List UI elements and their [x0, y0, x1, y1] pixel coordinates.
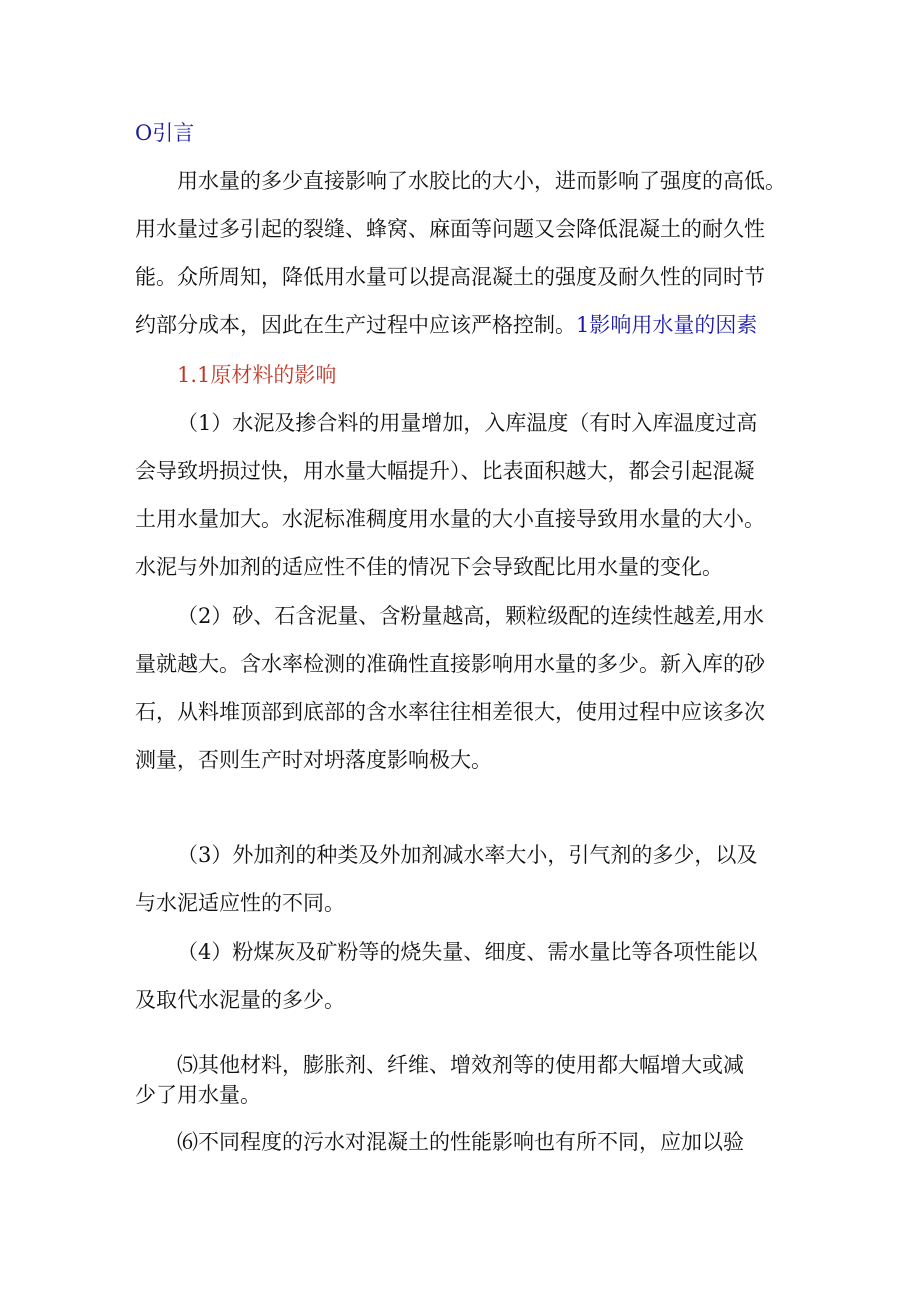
item2-line1: （2）砂、石含泥量、含粉量越高，颗粒级配的连续性越差,用水	[177, 604, 765, 628]
item2-line4: 测量，否则生产时对坍落度影响极大。	[135, 748, 492, 772]
item2-line3: 石，从料堆顶部到底部的含水率往往相差很大，使用过程中应该多次	[135, 700, 765, 724]
item1-line1: （1）水泥及掺合料的用量增加，入库温度（有时入库温度过高	[177, 411, 758, 435]
item5-line2: 少了用水量。	[135, 1083, 261, 1107]
subheading-raw-materials: 1.1原材料的影响	[177, 363, 337, 387]
item5-line1: ⑸其他材料，膨胀剂、纤维、增效剂等的使用都大幅增大或减	[177, 1053, 744, 1077]
para1-line1: 用水量的多少直接影响了水胶比的大小，进而影响了强度的高低。	[177, 169, 786, 193]
item2-line2: 量就越大。含水率检测的准确性直接影响用水量的多少。新入库的砂	[135, 652, 765, 676]
item4-line2: 及取代水泥量的多少。	[135, 988, 345, 1012]
section-heading-introduction: O引言	[135, 121, 195, 145]
para1-line2: 用水量过多引起的裂缝、蜂窝、麻面等问题又会降低混凝土的耐久性	[135, 217, 765, 241]
section-heading-factors: 1影响用水量的因素	[576, 313, 758, 337]
item1-line4: 水泥与外加剂的适应性不佳的情况下会导致配比用水量的变化。	[135, 555, 723, 579]
para1-line4	[135, 310, 795, 340]
item1-line2: 会导致坍损过快，用水量大幅提升）、比表面积越大，都会引起混凝	[135, 459, 755, 483]
item6-line1: ⑹不同程度的污水对混凝土的性能影响也有所不同，应加以验	[177, 1130, 744, 1154]
para1-line4-text: 约部分成本，因此在生产过程中应该严格控制。	[135, 313, 576, 337]
item3-line2: 与水泥适应性的不同。	[135, 891, 345, 915]
item1-line3: 土用水量加大。水泥标准稠度用水量的大小直接导致用水量的大小。	[135, 507, 765, 531]
item3-line1: （3）外加剂的种类及外加剂减水率大小，引气剂的多少，以及	[177, 843, 758, 867]
para1-line3: 能。众所周知，降低用水量可以提高混凝土的强度及耐久性的同时节	[135, 265, 765, 289]
item4-line1: （4）粉煤灰及矿粉等的烧失量、细度、需水量比等各项性能以	[177, 940, 758, 964]
